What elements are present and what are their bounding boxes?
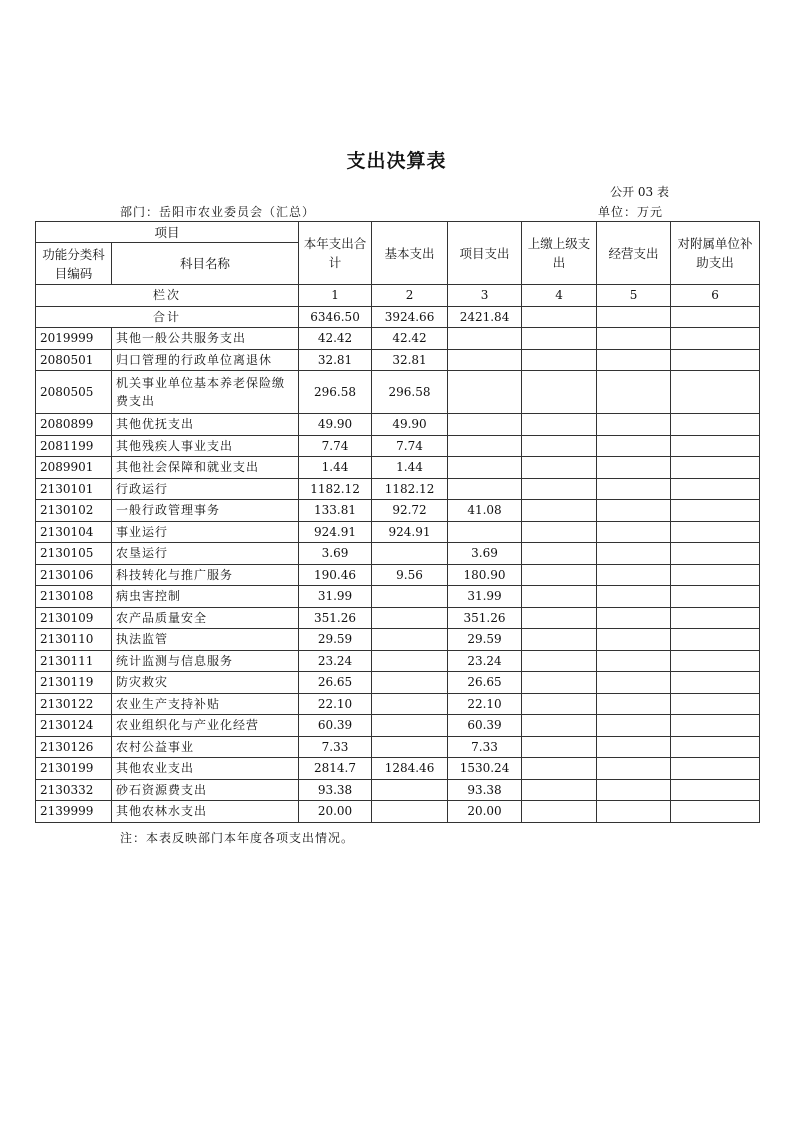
row-code: 2130119 <box>36 672 112 694</box>
row-upper <box>522 521 597 543</box>
row-name: 农产品质量安全 <box>112 607 299 629</box>
row-basic <box>372 779 448 801</box>
row-name: 归口管理的行政单位离退休 <box>112 349 299 371</box>
row-total: 7.74 <box>299 435 372 457</box>
row-name: 行政运行 <box>112 478 299 500</box>
row-code: 2130105 <box>36 543 112 565</box>
row-total: 42.42 <box>299 328 372 350</box>
expenditure-table <box>35 221 760 823</box>
row-basic: 296.58 <box>372 371 448 414</box>
table-row <box>36 715 760 737</box>
row-business <box>597 801 671 823</box>
row-name: 事业运行 <box>112 521 299 543</box>
row-basic <box>372 607 448 629</box>
row-upper <box>522 672 597 694</box>
table-note: 注：本表反映部门本年度各项支出情况。 <box>120 831 355 845</box>
table-row <box>36 801 760 823</box>
row-business <box>597 650 671 672</box>
row-upper <box>522 715 597 737</box>
row-code: 2130332 <box>36 779 112 801</box>
row-name: 防灾救灾 <box>112 672 299 694</box>
row-subsidy <box>671 801 760 823</box>
row-project: 3.69 <box>448 543 522 565</box>
row-code: 2080505 <box>36 371 112 414</box>
row-basic: 7.74 <box>372 435 448 457</box>
row-project: 31.99 <box>448 586 522 608</box>
row-upper <box>522 693 597 715</box>
row-upper <box>522 435 597 457</box>
row-total: 60.39 <box>299 715 372 737</box>
row-business <box>597 328 671 350</box>
row-total: 29.59 <box>299 629 372 651</box>
row-upper <box>522 371 597 414</box>
table-row <box>36 500 760 522</box>
row-basic: 32.81 <box>372 349 448 371</box>
row-subsidy <box>671 564 760 586</box>
row-code: 2130102 <box>36 500 112 522</box>
col-header-name: 科目名称 <box>112 243 299 285</box>
row-subsidy <box>671 543 760 565</box>
index-col: 5 <box>597 285 671 307</box>
row-subsidy <box>671 414 760 436</box>
row-business <box>597 521 671 543</box>
row-total: 93.38 <box>299 779 372 801</box>
row-upper <box>522 586 597 608</box>
row-name: 一般行政管理事务 <box>112 500 299 522</box>
table-row <box>36 435 760 457</box>
row-total: 2814.7 <box>299 758 372 780</box>
row-project: 351.26 <box>448 607 522 629</box>
row-business <box>597 457 671 479</box>
sum-subsidy <box>671 306 760 328</box>
header-row-1 <box>36 222 760 243</box>
row-upper <box>522 457 597 479</box>
row-subsidy <box>671 736 760 758</box>
row-name: 农业生产支持补贴 <box>112 693 299 715</box>
table-row <box>36 758 760 780</box>
row-upper <box>522 500 597 522</box>
row-basic: 9.56 <box>372 564 448 586</box>
row-project: 7.33 <box>448 736 522 758</box>
row-project: 29.59 <box>448 629 522 651</box>
row-name: 其他社会保障和就业支出 <box>112 457 299 479</box>
row-upper <box>522 607 597 629</box>
row-code: 2130124 <box>36 715 112 737</box>
row-subsidy <box>671 500 760 522</box>
row-name: 其他残疾人事业支出 <box>112 435 299 457</box>
table-row <box>36 672 760 694</box>
row-name: 其他一般公共服务支出 <box>112 328 299 350</box>
row-total: 7.33 <box>299 736 372 758</box>
col-header-total: 本年支出合计 <box>299 222 372 285</box>
row-total: 924.91 <box>299 521 372 543</box>
row-code: 2130199 <box>36 758 112 780</box>
col-header-subsidy: 对附属单位补助支出 <box>671 222 760 285</box>
row-business <box>597 543 671 565</box>
table-row <box>36 586 760 608</box>
row-code: 2130110 <box>36 629 112 651</box>
row-code: 2080899 <box>36 414 112 436</box>
row-basic: 42.42 <box>372 328 448 350</box>
row-basic <box>372 715 448 737</box>
row-code: 2139999 <box>36 801 112 823</box>
row-subsidy <box>671 650 760 672</box>
row-basic: 1.44 <box>372 457 448 479</box>
row-business <box>597 564 671 586</box>
row-code: 2130109 <box>36 607 112 629</box>
row-code: 2080501 <box>36 349 112 371</box>
row-basic <box>372 693 448 715</box>
sum-upper <box>522 306 597 328</box>
page-title: 支出决算表 <box>346 150 447 172</box>
row-business <box>597 693 671 715</box>
row-subsidy <box>671 435 760 457</box>
row-name: 科技转化与推广服务 <box>112 564 299 586</box>
table-row <box>36 779 760 801</box>
row-project: 180.90 <box>448 564 522 586</box>
row-project <box>448 457 522 479</box>
row-total: 31.99 <box>299 586 372 608</box>
row-business <box>597 371 671 414</box>
row-basic <box>372 672 448 694</box>
row-project: 60.39 <box>448 715 522 737</box>
table-row <box>36 521 760 543</box>
row-name: 砂石资源费支出 <box>112 779 299 801</box>
row-total: 20.00 <box>299 801 372 823</box>
table-row <box>36 349 760 371</box>
row-basic: 49.90 <box>372 414 448 436</box>
row-code: 2130122 <box>36 693 112 715</box>
row-upper <box>522 543 597 565</box>
table-row <box>36 328 760 350</box>
row-basic <box>372 736 448 758</box>
row-project <box>448 435 522 457</box>
row-code: 2130108 <box>36 586 112 608</box>
index-label: 栏次 <box>36 285 299 307</box>
row-subsidy <box>671 586 760 608</box>
row-basic <box>372 650 448 672</box>
row-upper <box>522 349 597 371</box>
row-business <box>597 779 671 801</box>
col-header-code: 功能分类科目编码 <box>36 243 112 285</box>
table-row <box>36 736 760 758</box>
sum-business <box>597 306 671 328</box>
row-business <box>597 435 671 457</box>
row-project: 93.38 <box>448 779 522 801</box>
col-header-business: 经营支出 <box>597 222 671 285</box>
table-row <box>36 371 760 414</box>
row-basic: 924.91 <box>372 521 448 543</box>
row-code: 2081199 <box>36 435 112 457</box>
row-subsidy <box>671 758 760 780</box>
row-subsidy <box>671 457 760 479</box>
row-code: 2130126 <box>36 736 112 758</box>
row-project <box>448 521 522 543</box>
index-col: 3 <box>448 285 522 307</box>
row-project: 41.08 <box>448 500 522 522</box>
col-header-project: 项目支出 <box>448 222 522 285</box>
row-name: 其他优抚支出 <box>112 414 299 436</box>
row-project <box>448 414 522 436</box>
row-total: 22.10 <box>299 693 372 715</box>
row-business <box>597 414 671 436</box>
row-project: 22.10 <box>448 693 522 715</box>
index-col: 1 <box>299 285 372 307</box>
row-name: 病虫害控制 <box>112 586 299 608</box>
form-number: 公开 03 表 <box>610 185 669 199</box>
row-subsidy <box>671 693 760 715</box>
sum-label: 合计 <box>36 306 299 328</box>
row-total: 49.90 <box>299 414 372 436</box>
row-basic <box>372 629 448 651</box>
col-header-upper: 上缴上级支出 <box>522 222 597 285</box>
table-row <box>36 478 760 500</box>
row-total: 351.26 <box>299 607 372 629</box>
index-col: 4 <box>522 285 597 307</box>
sum-row <box>36 306 760 328</box>
table-row <box>36 564 760 586</box>
row-subsidy <box>671 779 760 801</box>
table-row <box>36 693 760 715</box>
row-business <box>597 736 671 758</box>
row-total: 23.24 <box>299 650 372 672</box>
row-upper <box>522 564 597 586</box>
row-name: 机关事业单位基本养老保险缴费支出 <box>112 371 299 414</box>
row-project <box>448 478 522 500</box>
row-business <box>597 349 671 371</box>
row-total: 1182.12 <box>299 478 372 500</box>
row-name: 农村公益事业 <box>112 736 299 758</box>
row-upper <box>522 650 597 672</box>
row-basic: 1182.12 <box>372 478 448 500</box>
row-subsidy <box>671 478 760 500</box>
row-total: 32.81 <box>299 349 372 371</box>
row-code: 2130104 <box>36 521 112 543</box>
row-project <box>448 371 522 414</box>
row-name: 农业组织化与产业化经营 <box>112 715 299 737</box>
row-upper <box>522 328 597 350</box>
col-header-item: 项目 <box>36 222 299 243</box>
row-project <box>448 328 522 350</box>
table-row <box>36 414 760 436</box>
row-upper <box>522 736 597 758</box>
row-code: 2130111 <box>36 650 112 672</box>
index-col: 6 <box>671 285 760 307</box>
row-total: 133.81 <box>299 500 372 522</box>
row-business <box>597 586 671 608</box>
row-subsidy <box>671 629 760 651</box>
index-col: 2 <box>372 285 448 307</box>
row-total: 3.69 <box>299 543 372 565</box>
row-name: 执法监管 <box>112 629 299 651</box>
row-project: 20.00 <box>448 801 522 823</box>
row-subsidy <box>671 349 760 371</box>
row-code: 2130101 <box>36 478 112 500</box>
row-upper <box>522 414 597 436</box>
row-business <box>597 478 671 500</box>
table-row <box>36 629 760 651</box>
table-row <box>36 457 760 479</box>
col-header-basic: 基本支出 <box>372 222 448 285</box>
row-subsidy <box>671 607 760 629</box>
index-row <box>36 285 760 307</box>
row-subsidy <box>671 715 760 737</box>
row-basic <box>372 801 448 823</box>
row-business <box>597 629 671 651</box>
row-code: 2089901 <box>36 457 112 479</box>
row-upper <box>522 758 597 780</box>
row-basic <box>372 586 448 608</box>
row-business <box>597 672 671 694</box>
row-total: 26.65 <box>299 672 372 694</box>
row-total: 190.46 <box>299 564 372 586</box>
row-total: 1.44 <box>299 457 372 479</box>
row-subsidy <box>671 328 760 350</box>
table-row <box>36 543 760 565</box>
row-business <box>597 758 671 780</box>
sum-total: 6346.50 <box>299 306 372 328</box>
row-project: 23.24 <box>448 650 522 672</box>
row-upper <box>522 779 597 801</box>
row-upper <box>522 478 597 500</box>
row-business <box>597 715 671 737</box>
row-subsidy <box>671 521 760 543</box>
row-basic: 92.72 <box>372 500 448 522</box>
unit-label: 单位：万元 <box>597 205 663 219</box>
row-basic <box>372 543 448 565</box>
row-name: 其他农林水支出 <box>112 801 299 823</box>
row-name: 农垦运行 <box>112 543 299 565</box>
row-project: 26.65 <box>448 672 522 694</box>
table-row <box>36 650 760 672</box>
row-code: 2130106 <box>36 564 112 586</box>
row-upper <box>522 801 597 823</box>
row-upper <box>522 629 597 651</box>
row-name: 统计监测与信息服务 <box>112 650 299 672</box>
row-business <box>597 607 671 629</box>
sum-project: 2421.84 <box>448 306 522 328</box>
row-project <box>448 349 522 371</box>
row-business <box>597 500 671 522</box>
row-project: 1530.24 <box>448 758 522 780</box>
sum-basic: 3924.66 <box>372 306 448 328</box>
row-name: 其他农业支出 <box>112 758 299 780</box>
row-total: 296.58 <box>299 371 372 414</box>
row-basic: 1284.46 <box>372 758 448 780</box>
table-row <box>36 607 760 629</box>
row-subsidy <box>671 672 760 694</box>
department-label: 部门：岳阳市农业委员会（汇总） <box>120 205 316 219</box>
row-subsidy <box>671 371 760 414</box>
row-code: 2019999 <box>36 328 112 350</box>
